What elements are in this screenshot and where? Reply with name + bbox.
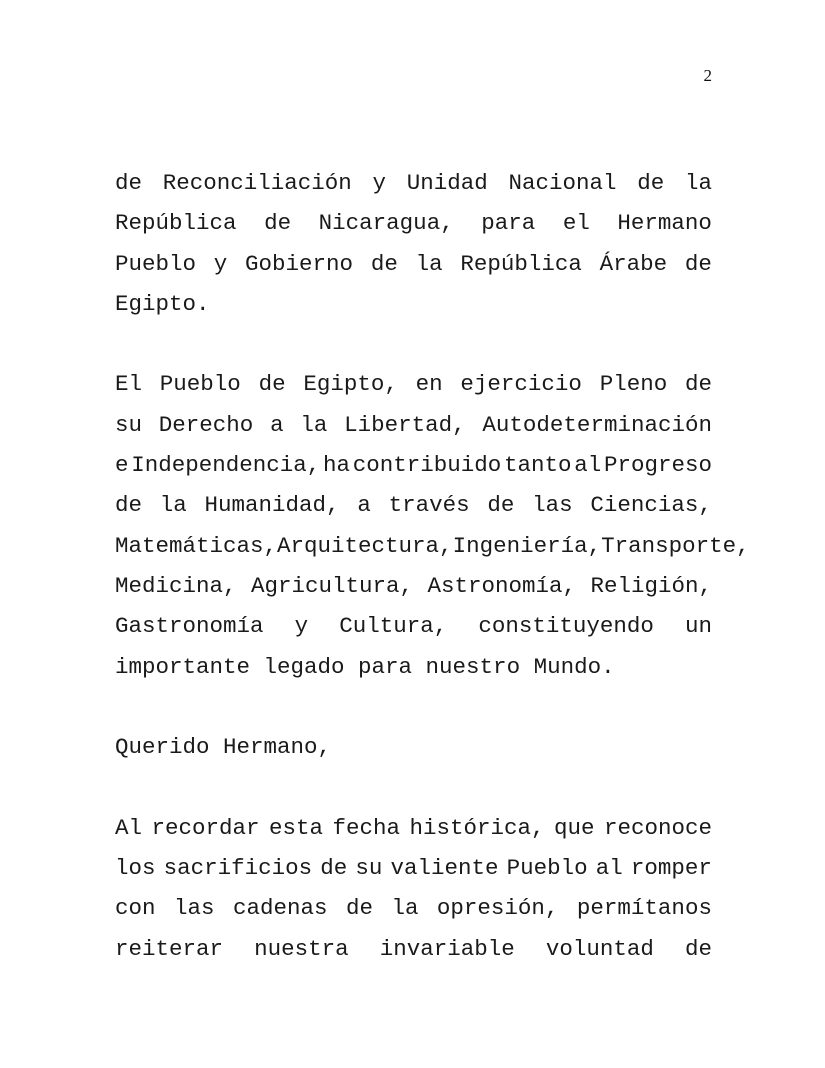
paragraph-gap [115, 767, 712, 807]
word: de [684, 250, 712, 277]
word: El [115, 371, 143, 398]
word: Arquitectura, [277, 532, 453, 559]
word: y [294, 613, 309, 640]
word: de [684, 371, 712, 398]
word: Autodeterminación [482, 411, 712, 438]
word: Derecho [158, 411, 254, 438]
word: para [481, 210, 536, 237]
text-line: importante legado para nuestro Mundo. [115, 653, 615, 680]
word: y [372, 170, 386, 196]
word: de [345, 895, 373, 922]
word: ha [322, 452, 350, 479]
word: Árabe [599, 250, 668, 277]
word: Ingeniería, [452, 532, 602, 559]
word: Cultura, [339, 613, 448, 640]
word: voluntad [545, 935, 654, 962]
paragraph [115, 808, 712, 969]
word: de [320, 855, 348, 882]
word: Al [115, 814, 143, 841]
word: de [370, 250, 398, 277]
word: Unidad [406, 170, 488, 196]
word: Pueblo [506, 855, 588, 882]
word: Transporte, [601, 532, 750, 559]
paragraph [115, 163, 712, 324]
word: los [115, 855, 156, 882]
word: la [159, 492, 187, 519]
text-line [115, 848, 712, 888]
word: Nicaragua, [318, 210, 454, 237]
word: Matemáticas, [115, 532, 278, 559]
paragraph-gap [115, 324, 712, 364]
word: Libertad, [344, 411, 466, 438]
word: reiterar [115, 935, 224, 962]
text-line [115, 203, 712, 243]
text-line [115, 244, 712, 284]
word: las [532, 492, 573, 519]
text-line [115, 485, 712, 525]
page-number: 2 [703, 66, 712, 85]
word: contribuido [352, 452, 502, 479]
text-line [115, 163, 712, 203]
text-line [115, 566, 712, 606]
text-line [115, 929, 712, 969]
word: al [595, 855, 623, 882]
word: Pueblo [115, 250, 197, 277]
word: con [115, 895, 156, 922]
word: de [115, 170, 143, 196]
word: Astronomía, [427, 572, 576, 599]
word: de [487, 492, 515, 519]
word: sacrificios [163, 855, 313, 882]
text-line [115, 405, 712, 445]
word: invariable [379, 935, 515, 962]
text-line: Egipto. [115, 290, 210, 317]
word: Gastronomía [115, 613, 264, 640]
word: esta [268, 814, 323, 841]
word: recordar [151, 814, 260, 841]
word: Reconciliación [162, 170, 352, 196]
word: su [355, 855, 383, 882]
word: ejercicio [460, 371, 582, 398]
word: un [684, 613, 712, 640]
text-line [115, 888, 712, 928]
word: de [684, 935, 712, 962]
word: la [391, 895, 419, 922]
word: Medicina, [115, 572, 237, 599]
word: valiente [390, 855, 499, 882]
word: Independencia, [131, 452, 321, 479]
text-line [115, 364, 712, 404]
word: al [574, 452, 602, 479]
word: Religión, [590, 572, 712, 599]
word: que [553, 814, 595, 841]
word: de [264, 210, 292, 237]
paragraph [115, 727, 712, 767]
word: e [115, 452, 129, 479]
word: través [388, 492, 470, 519]
word: a [357, 492, 371, 519]
word: romper [630, 855, 712, 882]
word: Progreso [603, 452, 712, 479]
word: República [115, 210, 237, 237]
text-line [115, 445, 712, 485]
word: Pleno [599, 371, 668, 398]
paragraph-gap [115, 687, 712, 727]
word: la [684, 170, 712, 196]
word: y [213, 250, 228, 277]
text-line [115, 606, 712, 646]
paragraph [115, 364, 750, 686]
word: el [562, 210, 590, 237]
word: tanto [503, 452, 572, 479]
word: fecha [332, 814, 400, 841]
word: de [115, 492, 143, 519]
word: en [415, 371, 443, 398]
text-line [115, 526, 750, 566]
word: Ciencias, [590, 492, 712, 519]
word: Agricultura, [250, 572, 414, 599]
word: la [415, 250, 443, 277]
word: de [258, 371, 286, 398]
word: las [173, 895, 215, 922]
word: opresión, [436, 895, 559, 922]
word: histórica, [409, 814, 545, 841]
word: Nacional [508, 170, 617, 196]
word: Humanidad, [204, 492, 340, 519]
word: Gobierno [245, 250, 354, 277]
word: de [637, 170, 665, 196]
word: la [300, 411, 328, 438]
text-line [115, 808, 712, 848]
word: República [460, 250, 582, 277]
word: cadenas [232, 895, 328, 922]
word: constituyendo [478, 613, 654, 640]
word: nuestra [254, 935, 349, 962]
text-line: Querido Hermano, [115, 734, 332, 761]
word: Pueblo [159, 371, 241, 398]
word: Egipto, [303, 371, 398, 398]
word: Hermano [617, 210, 712, 237]
word: su [115, 411, 143, 438]
word: a [270, 411, 284, 438]
word: permítanos [576, 895, 712, 922]
word: reconoce [603, 814, 712, 841]
letter-body [115, 163, 750, 969]
